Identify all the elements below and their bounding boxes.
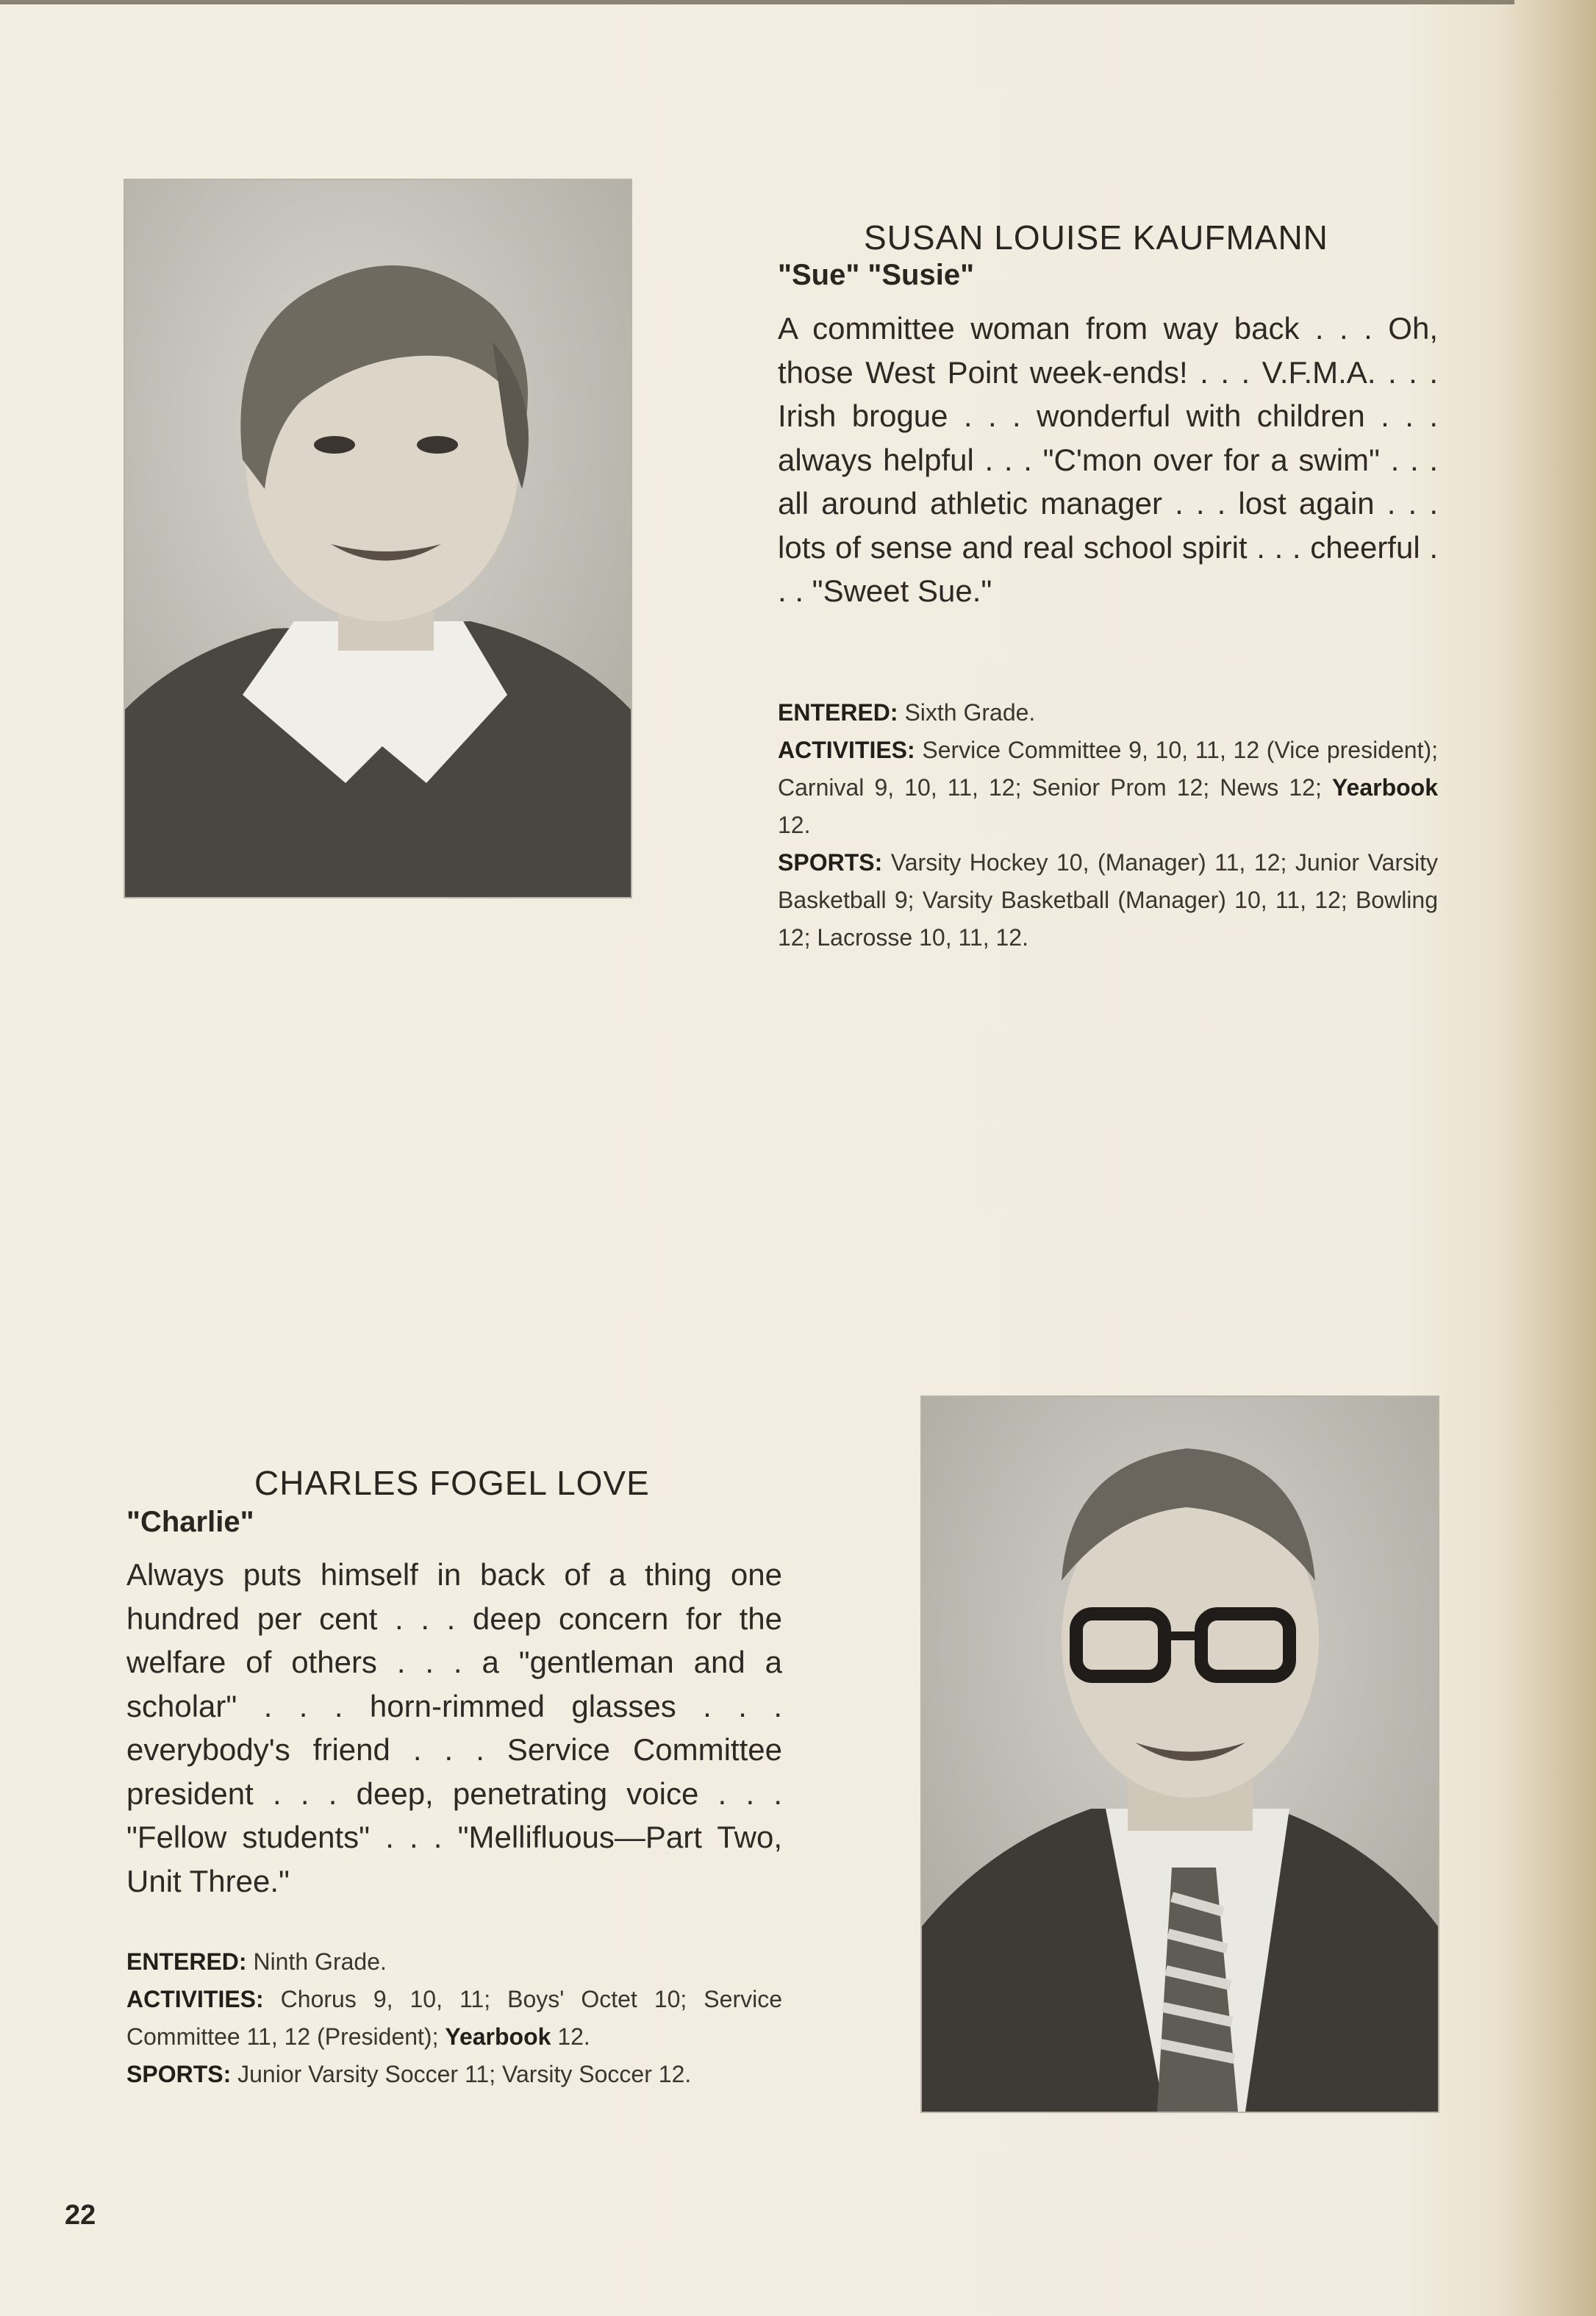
activities-yearbook: Yearbook xyxy=(1331,774,1439,801)
activities-label: ACTIVITIES: xyxy=(778,737,915,763)
portrait-susan-illustration xyxy=(125,180,631,897)
top-rule xyxy=(0,0,1514,4)
sports-label: SPORTS: xyxy=(778,849,883,876)
portrait-photo-charles xyxy=(920,1395,1439,2113)
student-name: CHARLES FOGEL LOVE xyxy=(254,1464,650,1502)
entered-line xyxy=(126,1943,782,1981)
student-bio: A committee woman from way back . . . Oh, those West Point week-ends! . . . V.F.M.A. . . . Irish brogue . . . wonderful with children . . . always helpful . . . "C'mon over for a swim" . . . all around athletic manager . . . lost again . . . lots of sense and real school spirit . . . cheerful . . . "Sweet Sue." xyxy=(778,311,1438,608)
student-nickname: "Charlie" xyxy=(126,1506,254,1538)
activities-label: ACTIVITIES: xyxy=(126,1986,264,2012)
activities-tail: 12. xyxy=(557,2023,590,2050)
activities-value: Service Committee 9, 10, 11, 12 (Vice president); Carnival 9, 10, 11, 12; Senior Prom 12; News 12; xyxy=(778,737,1439,801)
student-facts xyxy=(126,1943,782,2093)
sports-line xyxy=(778,844,1438,957)
activities-line xyxy=(126,1981,782,2056)
student-bio: Always puts himself in back of a thing one hundred per cent . . . deep concern for the welfare of others . . . a "gentleman and a scholar" . . . horn-rimmed glasses . . . everybody's friend . . . Service Committee president . . . deep, penetrating voice . . . "Fellow students" . . . "Mellifluous—Part Two, Unit Three." xyxy=(126,1557,782,1898)
entered-value: Sixth Grade. xyxy=(904,699,1036,726)
sports-label: SPORTS: xyxy=(126,2061,232,2087)
entered-label: ENTERED: xyxy=(126,1948,247,1975)
activities-yearbook: Yearbook xyxy=(445,2023,551,2050)
entered-label: ENTERED: xyxy=(778,699,898,726)
sports-line xyxy=(126,2056,782,2093)
sports-value: Junior Varsity Soccer 11; Varsity Soccer 12. xyxy=(237,2061,692,2087)
student-name: SUSAN LOUISE KAUFMANN xyxy=(864,218,1328,257)
activities-line xyxy=(778,732,1438,844)
student-facts xyxy=(778,694,1438,957)
portrait-charles-illustration xyxy=(922,1397,1438,2112)
sports-value: Varsity Hockey 10, (Manager) 11, 12; Junior Varsity Basketball 9; Varsity Basketball (Manager) 10, 11, 12; Bowling 12; Lacrosse 10, 11, 12. xyxy=(778,849,1438,951)
activities-tail: 12. xyxy=(778,812,811,838)
portrait-photo-susan xyxy=(124,179,632,898)
page-number: 22 xyxy=(65,2200,96,2231)
entered-value: Ninth Grade. xyxy=(253,1948,387,1975)
entered-line xyxy=(778,694,1438,732)
student-nickname: "Sue" "Susie" xyxy=(778,259,975,291)
activities-value: Chorus 9, 10, 11; Boys' Octet 10; Service Committee 11, 12 (President); xyxy=(126,1986,783,2050)
